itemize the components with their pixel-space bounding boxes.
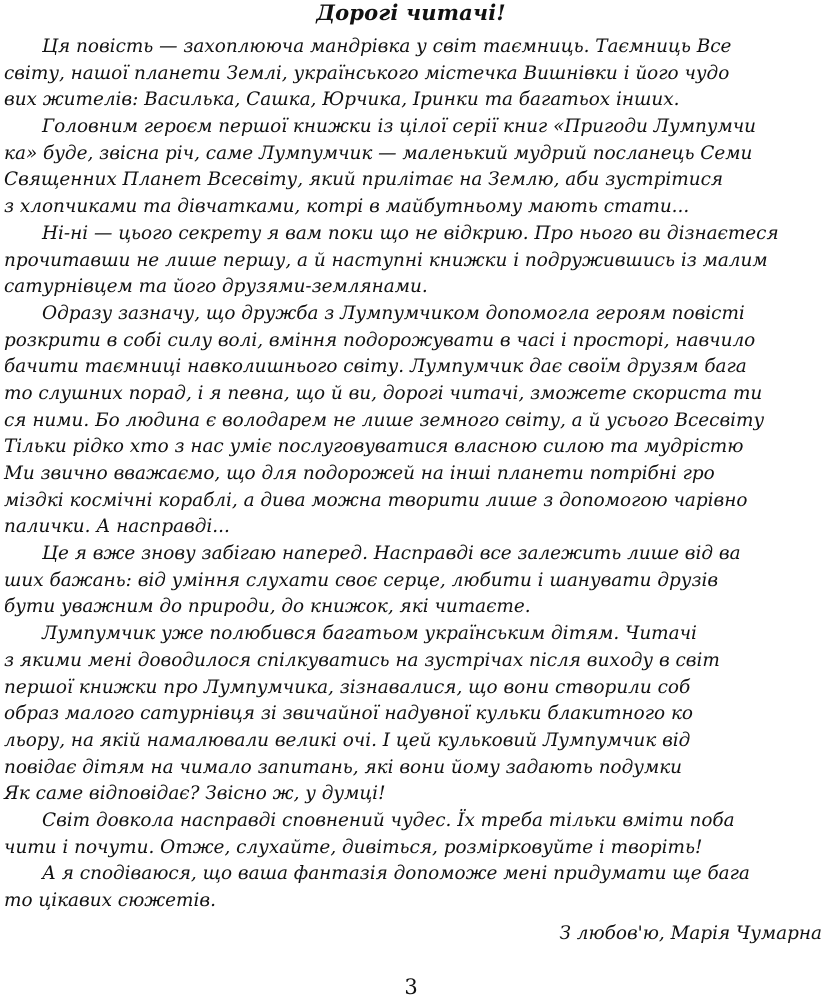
text-line: чити і почути. Отже, слухайте, дивіться, розмірковуйте і творіть!: [4, 836, 703, 858]
text-line: Священних Планет Всесвіту, який прилітає на Землю, аби зустрітися: [4, 169, 724, 191]
text-line: то цікавих сюжетів.: [4, 890, 216, 911]
page-number: 3: [404, 975, 418, 999]
text-line: з якими мені доводилося спілкуватись на зустрічах після виходу в світ: [4, 649, 720, 671]
text-line: Одразу зазначу, що дружба з Лумпумчиком допомогла героям повісті: [42, 302, 745, 324]
text-line: Тільки рідко хто з нас уміє послуговуватися власною силою та мудрістю: [4, 436, 744, 458]
text-line: з хлопчиками та дівчатками, котрі в майбутньому мають стати...: [4, 196, 690, 218]
text-line: ся ними. Бо людина є володарем не лише земного світу, а й усього Всесвіту: [4, 409, 765, 431]
preface-text: [4, 34, 822, 947]
text-line: льору, на якій намалювали великі очі. І цей кульковий Лумпумчик від: [4, 729, 691, 751]
text-line: прочитавши не лише першу, а й наступні книжки і подружившись із малим: [4, 249, 768, 271]
text-line: розкрити в собі силу волі, вміння подорожувати в часі і просторі, навчило: [4, 329, 756, 351]
author-signature: З любов'ю, Марія Чумарна: [559, 922, 822, 944]
text-line: Ні-ні — цього секрету я вам поки що не відкрию. Про нього ви дізнаєтеся: [42, 222, 779, 244]
text-line: вих жителів: Василька, Сашка, Юрчика, Іринки та багатьох інших.: [4, 89, 680, 111]
text-line: Лумпумчик уже полюбився багатьом українським дітям. Читачі: [42, 623, 697, 645]
text-line: сатурнівцем та його друзями-землянами.: [4, 276, 428, 298]
text-line: ка» буде, звісна річ, саме Лумпумчик — маленький мудрий посланець Семи: [4, 142, 753, 164]
page-title: Дорогі читачі!: [316, 0, 506, 25]
text-line: палички. А насправді...: [4, 516, 230, 538]
text-line: образ малого сатурнівця зі звичайної надувної кульки блакитного ко: [4, 703, 693, 725]
text-line: міздкі космічні кораблі, а дива можна творити лише з допомогою чарівно: [4, 489, 748, 511]
text-line: А я сподіваюся, що ваша фантазія допоможе мені придумати ще бага: [42, 863, 750, 885]
text-line: ших бажань: від уміння слухати своє серце, любити і шанувати друзів: [4, 569, 719, 591]
text-line: то слушних порад, і я певна, що й ви, дорогі читачі, зможете скориста ти: [4, 382, 763, 404]
text-line: Ми звично вважаємо, що для подорожей на інші планети потрібні гро: [4, 463, 715, 484]
text-line: першої книжки про Лумпумчика, зізнавалися, що вони створили соб: [4, 676, 691, 698]
text-line: повідає дітям на чимало запитань, які вони йому задають подумки: [4, 756, 683, 778]
text-line: Як саме відповідає? Звісно ж, у думці!: [4, 783, 386, 805]
text-line: бачити таємниці навколишнього світу. Лумпумчик дає своїм друзям бага: [4, 356, 747, 378]
text-line: бути уважним до природи, до книжок, які читаєте.: [4, 596, 531, 618]
text-line: Світ довкола насправді сповнений чудес. Їх треба тільки вміти поба: [42, 809, 735, 831]
text-line: Ця повість — захоплююча мандрівка у світ таємниць. Таємниць Все: [42, 36, 732, 57]
text-line: Головним героєм першої книжки із цілої серії книг «Пригоди Лумпумчи: [42, 116, 756, 138]
text-line: Це я вже знову забігаю наперед. Насправді все залежить лише від ва: [42, 543, 741, 565]
text-line: світу, нашої планети Землі, українського містечка Вишнівки і його чудо: [4, 62, 730, 84]
